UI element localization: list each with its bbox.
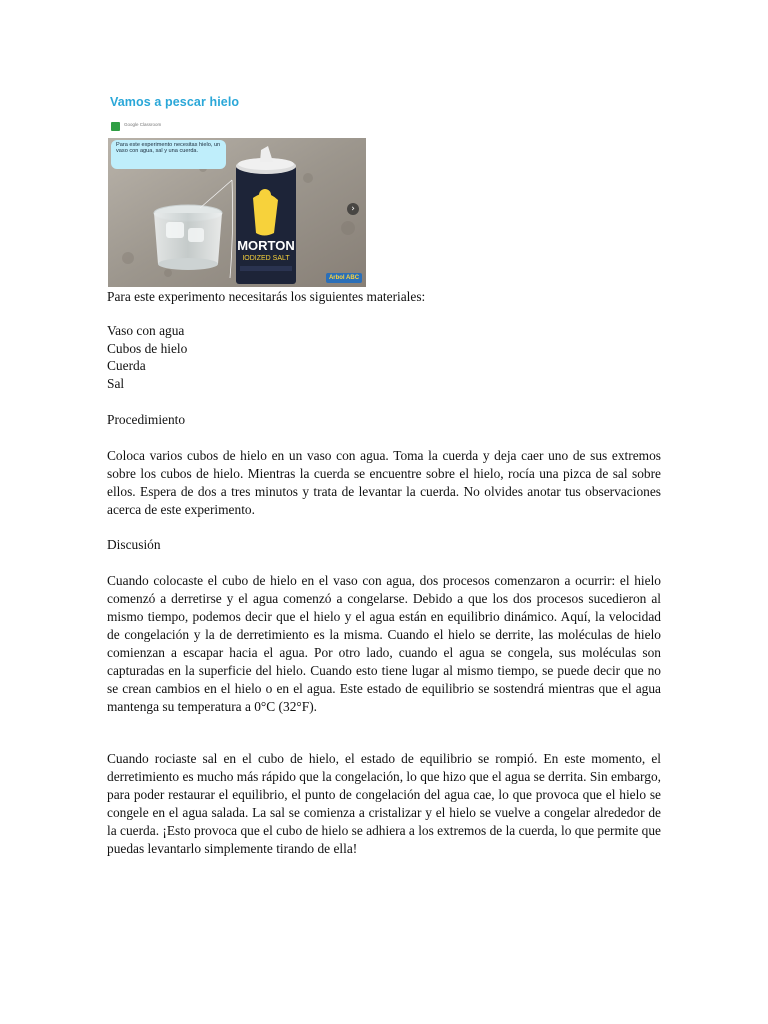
procedure-heading-block [107, 411, 661, 429]
discussion-heading: Discusión [107, 537, 161, 552]
procedure-paragraph: Coloca varios cubos de hielo en un vaso con agua. Toma la cuerda y deja caer uno de sus extremos sobre los cubos de hielo. Mientras la cuerda se encuentre sobre el hielo, rocía una pizca de sal sobre ellos. Espera de dos a tres minutos y trata de levantar la cuerda. No olvides anotar tus observaciones acerca de este experimento. [107, 448, 661, 517]
discussion-paragraph-2-block [107, 750, 661, 858]
materials-list [107, 322, 187, 392]
google-classroom-icon [111, 122, 120, 131]
chevron-right-icon[interactable]: › [347, 203, 359, 215]
salt-brand-text: MORTON [237, 238, 295, 253]
salt-subtitle-text: IODIZED SALT [242, 255, 290, 262]
material-item: Cubos de hielo [107, 340, 188, 356]
hero-source: Google Classroom [124, 122, 162, 127]
discussion-heading-block [107, 536, 661, 554]
caption-bubble: Para este experimento necesitas hielo, un vaso con agua, sal y una cuerda. [111, 140, 226, 169]
hero-title: Vamos a pescar hielo [110, 95, 240, 109]
intro-text [107, 288, 661, 306]
intro-paragraph: Para este experimento necesitarás los siguientes materiales: [107, 289, 426, 304]
discussion-paragraph-1-block [107, 572, 661, 716]
material-item: Sal [107, 375, 125, 391]
brand-badge: Arbol ABC [326, 273, 362, 283]
material-item: Cuerda [107, 358, 146, 373]
discussion-paragraph-1: Cuando colocaste el cubo de hielo en el vaso con agua, dos procesos comenzaron a ocurrir: el hielo comenzó a derretirse y el agua comenzó a congelarse. Debido a que los dos procesos sucedieron al mismo tiempo, podemos decir que el hielo y el agua están en equilibrio dinámico. Aquí, la velocidad de congelación y la de derretimiento es la misma. Cuando el hielo se derrite, las moléculas de hielo comienzan a escapar hacia el agua. Por otro lado, cuando el agua se congela, sus moléculas son capturadas en la superficie del hielo. Cuando esto tiene lugar al mismo tiempo, se puede decir que no se crean cambios en el hielo o en el agua. Este estado de equilibrio se sostendrá mientras que el agua mantenga su temperatura a 0°C (32°F). [107, 573, 661, 714]
procedure-heading: Procedimiento [107, 412, 186, 427]
hero-image [108, 91, 383, 287]
material-item: Vaso con agua [107, 323, 185, 338]
discussion-paragraph-2: Cuando rociaste sal en el cubo de hielo, el estado de equilibrio se rompió. En este momento, el derretimiento es mucho más rápido que la congelación, lo que hizo que el agua se derrita. Sin embargo, para poder restaurar el equilibrio, el punto de congelación del agua cae, lo que provoca que el hielo se congele en el agua salada. La sal se comienza a cristalizar y el hielo se vuelve a congelar alrededor de la cuerda. ¡Esto provoca que el cubo de hielo se adhiera a los extremos de la cuerda, lo que permite que puedas levantarlo simplemente tirando de ella! [107, 751, 661, 856]
procedure-text-block [107, 447, 661, 519]
